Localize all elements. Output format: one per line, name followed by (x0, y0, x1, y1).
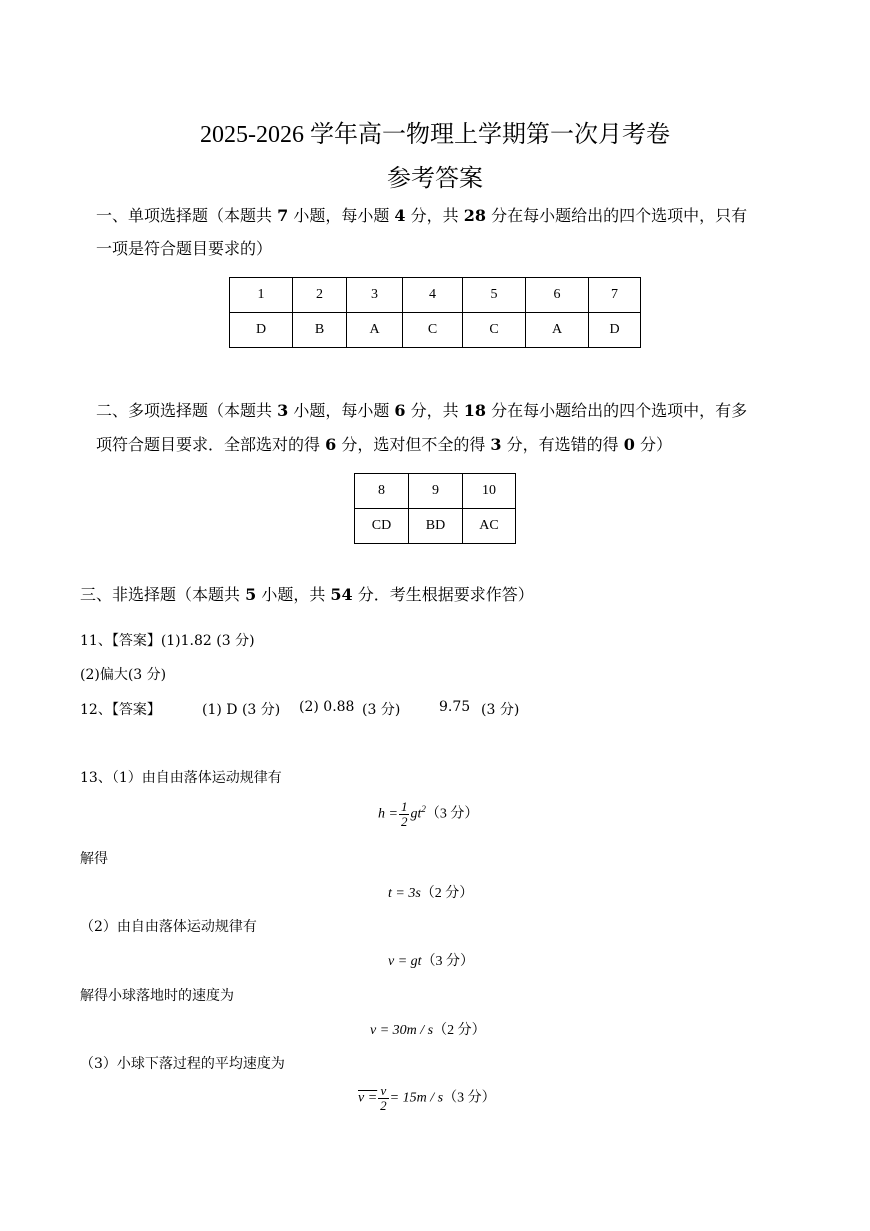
equation-free-fall-height: h = $\frac{1}{2}$ $gt^2(3$ 分） (378, 799, 479, 829)
section2-heading-line2: 项符合题目要求．全部选对的得 6 分，选对但不全的得 3 分，有选错的得 0 分） (96, 435, 672, 454)
question-number-cell: 1 (230, 278, 293, 313)
q12-part2: (2) 0.88 (299, 699, 355, 715)
q12-part1: (1) D (3 分) (202, 702, 281, 718)
multiple-choice-answer-table (354, 473, 516, 544)
answer-cell: BD (409, 509, 463, 544)
question-number-cell: 10 (463, 474, 516, 509)
equation-time-result: t = 3s（2 分） (388, 886, 474, 901)
answer-cell: A (347, 313, 403, 348)
question-number-cell: 2 (293, 278, 347, 313)
question-number-cell: 6 (526, 278, 589, 313)
answer-cell: C (403, 313, 463, 348)
q13-part2-intro: （2）由自由落体运动规律有 (80, 919, 257, 935)
q12-part3: 9.75 (439, 699, 471, 715)
q13-part1-intro: 13、（1）由自由落体运动规律有 (80, 770, 282, 786)
question-number-cell: 7 (589, 278, 641, 313)
section1-heading-line2: 一项是符合题目要求的） (96, 239, 273, 258)
answer-cell: D (589, 313, 641, 348)
table-row-answers (230, 313, 641, 348)
section3-heading: 三、非选择题（本题共 5 小题，共 54 分．考生根据要求作答） (80, 585, 534, 604)
q12-label: 12、【答案】 (80, 702, 161, 718)
table-row-numbers (355, 474, 516, 509)
page-title: 2025-2026 学年高一物理上学期第一次月考卷 (200, 122, 670, 148)
q11-answer-line1: 11、【答案】(1)1.82 (3 分) (80, 633, 255, 649)
q13-part3-intro: （3）小球下落过程的平均速度为 (80, 1056, 285, 1072)
table-row-numbers (230, 278, 641, 313)
question-number-cell: 8 (355, 474, 409, 509)
answer-cell: D (230, 313, 293, 348)
q12-part3-score: (3 分) (481, 702, 520, 718)
table-row-answers (355, 509, 516, 544)
q12-part2-score: (3 分) (362, 702, 401, 718)
answer-cell: CD (355, 509, 409, 544)
question-number-cell: 9 (409, 474, 463, 509)
question-number-cell: 5 (463, 278, 526, 313)
q11-answer-line2: (2)偏大(3 分) (80, 667, 167, 683)
question-number-cell: 4 (403, 278, 463, 313)
answer-cell: A (526, 313, 589, 348)
section2-heading-line1: 二、多项选择题（本题共 3 小题，每小题 6 分，共 18 分在每小题给出的四个选项中，有多 (96, 401, 748, 420)
equation-velocity-result: v = 30m / s（2 分） (370, 1023, 486, 1038)
q13-solve-label-2: 解得小球落地时的速度为 (80, 988, 234, 1004)
answer-cell: B (293, 313, 347, 348)
answer-cell: AC (463, 509, 516, 544)
question-number-cell: 3 (347, 278, 403, 313)
answer-cell: C (463, 313, 526, 348)
section1-heading-line1: 一、单项选择题（本题共 7 小题，每小题 4 分，共 28 分在每小题给出的四个选项中，只有 (96, 206, 748, 225)
single-choice-answer-table (229, 277, 641, 348)
page-subtitle: 参考答案 (387, 166, 483, 192)
equation-velocity-formula: v = gt（3 分） (388, 954, 475, 969)
q13-solve-label-1: 解得 (80, 851, 108, 867)
equation-average-velocity: v = $\frac{v}{2}$ = 15m / s（3 分） (358, 1083, 496, 1113)
